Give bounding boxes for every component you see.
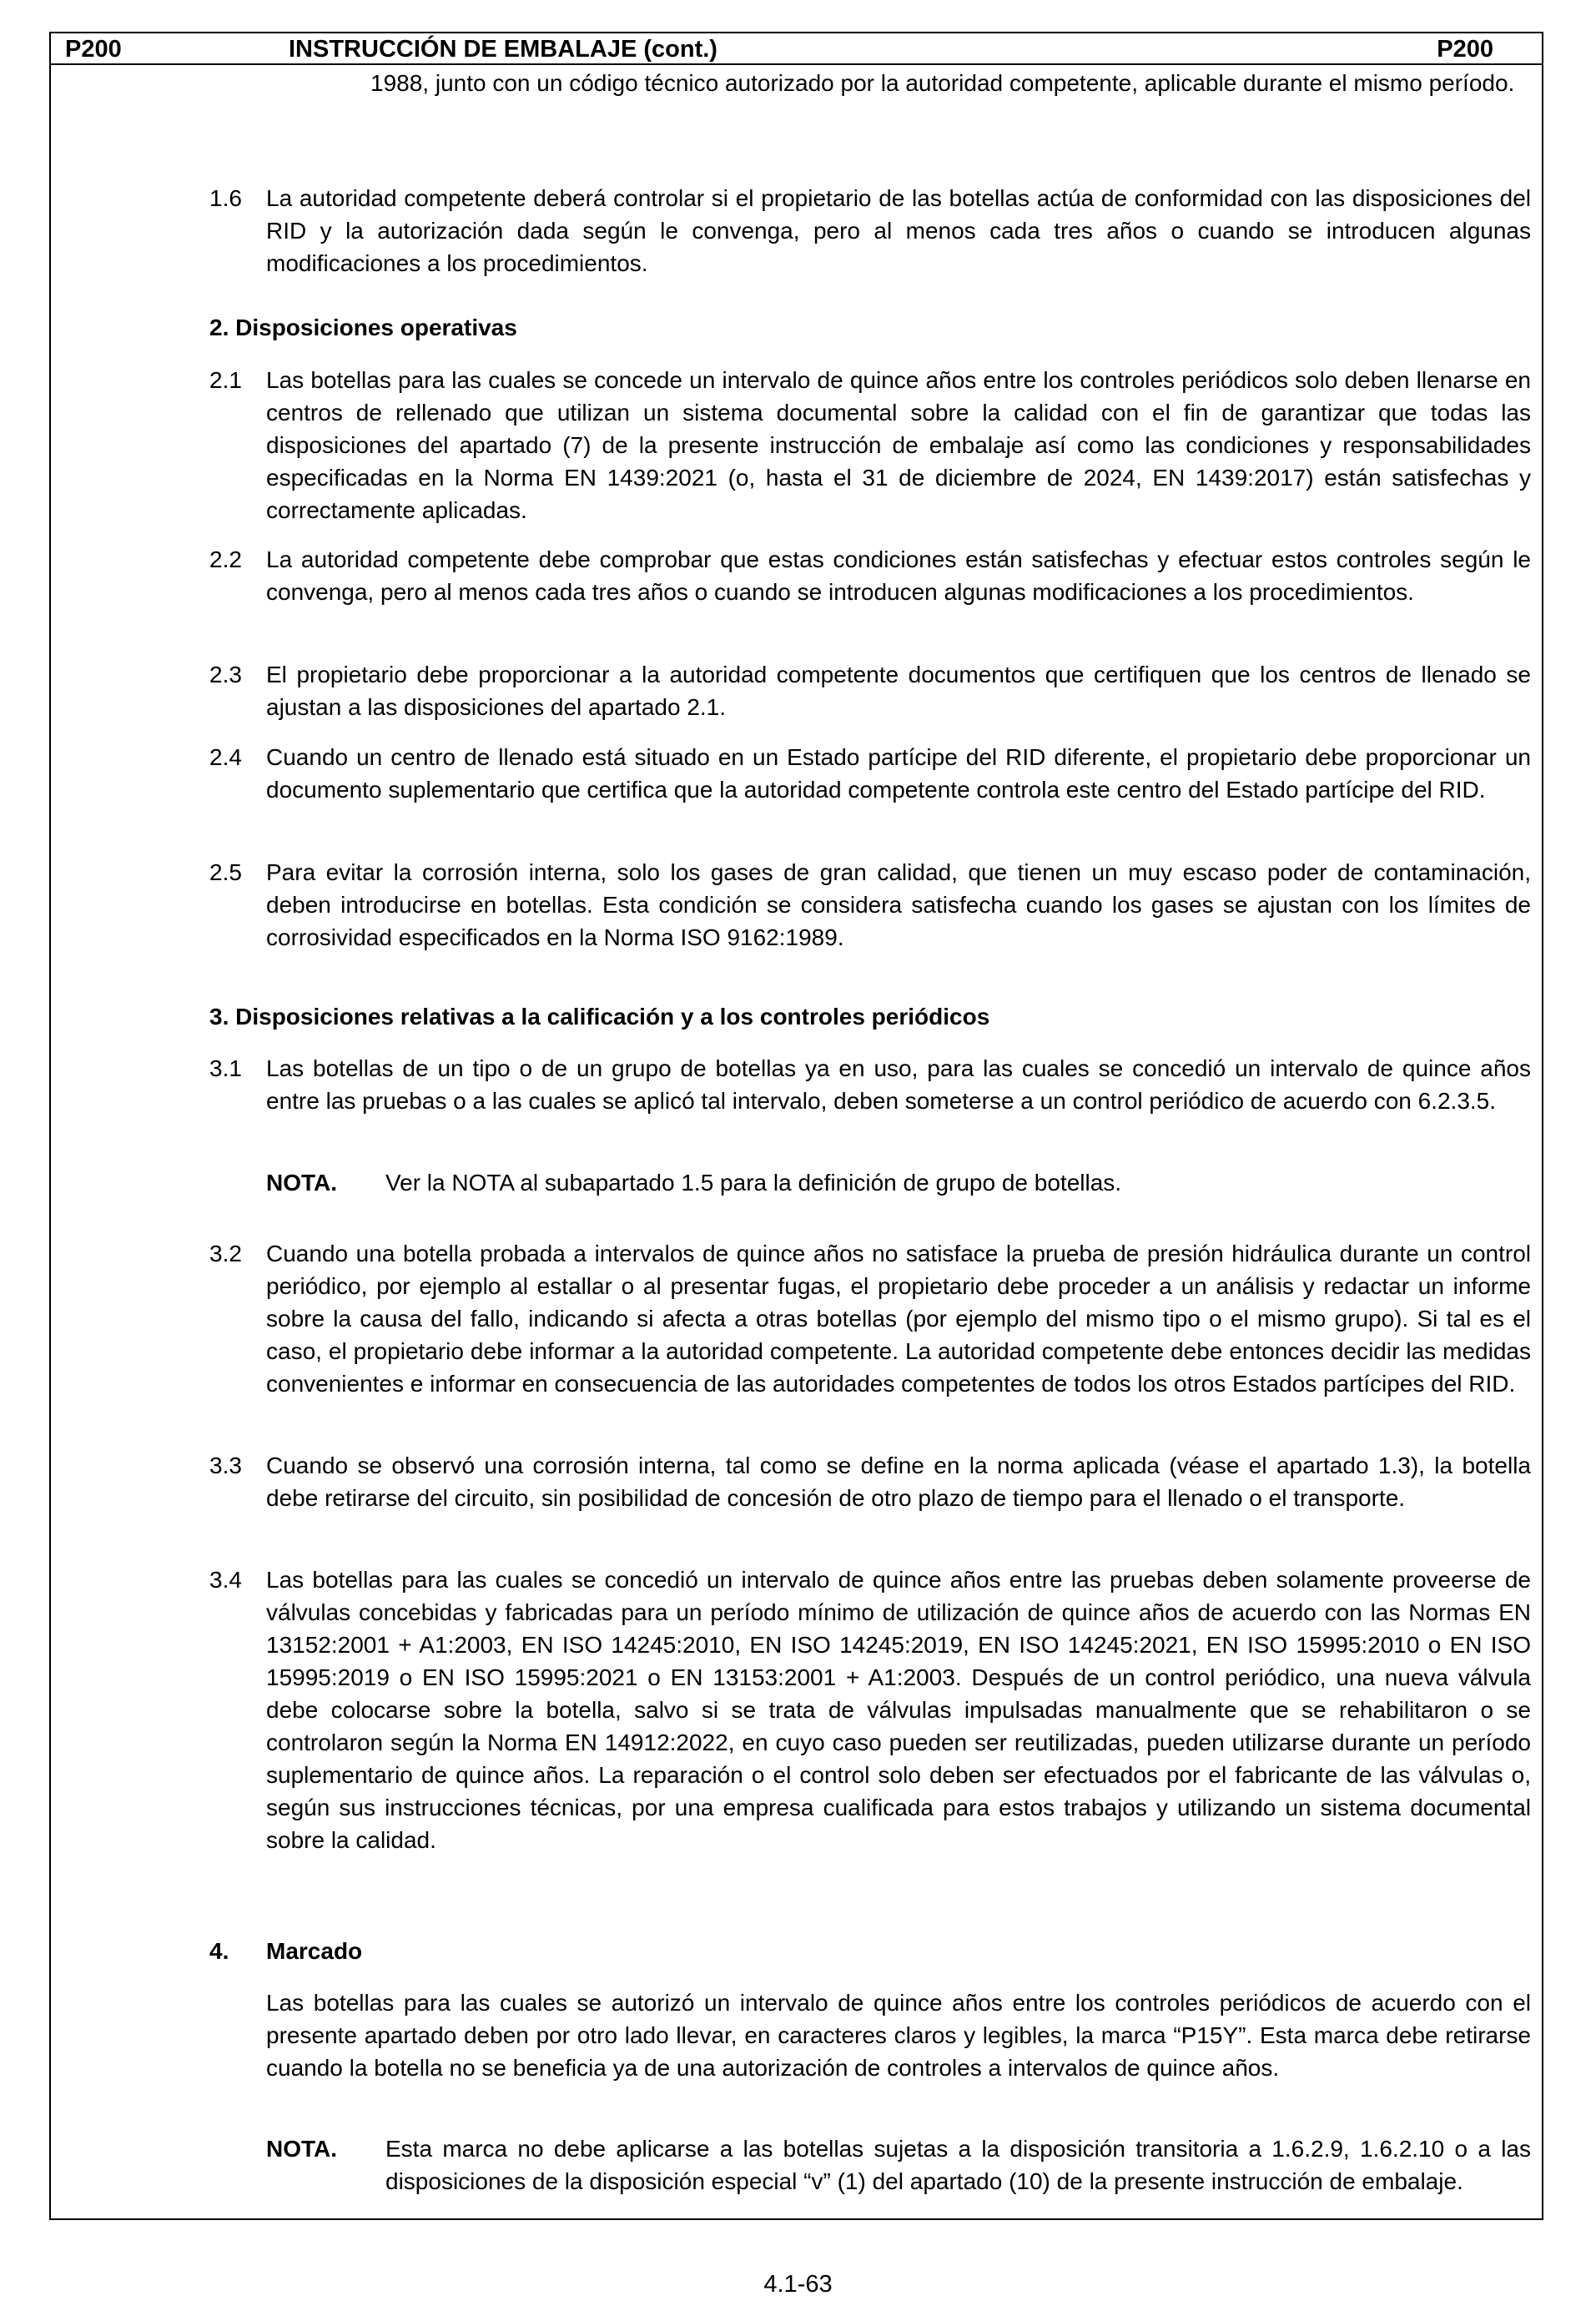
header-code-left: P200 bbox=[65, 36, 122, 63]
item-text: El propietario debe proporcionar a la autoridad competente documentos que certifiquen que los centros de llenado se ajustan a las disposiciones del apartado 2.1. bbox=[266, 662, 1531, 720]
item-number: 2.5 bbox=[209, 859, 242, 885]
note-label: NOTA. bbox=[266, 1170, 338, 1196]
item-number: 3.4 bbox=[209, 1567, 242, 1593]
item-number: 2.4 bbox=[209, 744, 242, 770]
item-number: 3.1 bbox=[209, 1055, 242, 1081]
item-number: 2.3 bbox=[209, 662, 242, 687]
item-text: Las botellas para las cuales se concede un intervalo de quince años entre los controles periódicos solo deben llenarse en centros de rellenado que utilizan un sistema documental sobre la calidad con el fin de garantizar que todas las disposiciones del apartado (7) de la presente instrucción de embalaje así como las condiciones y responsabilidades especificadas en la Norma EN 1439:2021 (o, hasta el 31 de diciembre de 2024, EN 1439:2017) están satisfechas y correctamente aplicadas. bbox=[266, 367, 1531, 523]
note-label: NOTA. bbox=[266, 2136, 338, 2162]
item-text: Las botellas de un tipo o de un grupo de botellas ya en uso, para las cuales se concedió un intervalo de quince años entre las pruebas o a las cuales se aplicó tal intervalo, deben someterse a un control periódico de acuerdo con 6.2.3.5. bbox=[266, 1055, 1531, 1114]
item-number: 2.1 bbox=[209, 367, 242, 393]
section-number: 4. bbox=[209, 1938, 229, 1964]
note-text: Ver la NOTA al subapartado 1.5 para la definición de grupo de botellas. bbox=[385, 1170, 1122, 1196]
intro-continuation: 1988, junto con un código técnico autorizado por la autoridad competente, aplicable durante el mismo período. bbox=[370, 70, 1515, 96]
item-number: 3.3 bbox=[209, 1453, 242, 1478]
note-text: Esta marca no debe aplicarse a las botellas sujetas a la disposición transitoria a 1.6.2.9, 1.6.2.10 o a las disposiciones de la disposición especial “v” (1) del apartado (10) de la presente instrucción de embalaje. bbox=[385, 2136, 1531, 2194]
item-text: La autoridad competente deberá controlar si el propietario de las botellas actúa de conformidad con las disposiciones del RID y la autorización dada según le convenga, pero al menos cada tres años o cuando se introducen algunas modificaciones a los procedimientos. bbox=[266, 185, 1531, 276]
section-heading: 2. Disposiciones operativas bbox=[209, 315, 517, 340]
item-text: Cuando una botella probada a intervalos de quince años no satisface la prueba de presión hidráulica durante un control periódico, por ejemplo al estallar o al presentar fugas, el propietario debe proceder a un análisis y redactar un informe sobre la causa del fallo, indicando si afecta a otras botellas (por ejemplo del mismo tipo o el mismo grupo). Si tal es el caso, el propietario debe informar a la autoridad competente. La autoridad competente debe entonces decidir las medidas convenientes e informar en consecuencia de las autoridades competentes de todos los otros Estados partícipes del RID. bbox=[266, 1241, 1531, 1397]
section-title: Marcado bbox=[266, 1938, 363, 1964]
item-number: 1.6 bbox=[209, 185, 242, 211]
header-title: INSTRUCCIÓN DE EMBALAJE (cont.) bbox=[289, 36, 717, 63]
item-text: Para evitar la corrosión interna, solo los gases de gran calidad, que tienen un muy escaso poder de contaminación, deben introducirse en botellas. Esta condición se considera satisfecha cuando los gases se ajustan con los límites de corrosividad especificados en la Norma ISO 9162:1989. bbox=[266, 859, 1531, 950]
item-text: Cuando un centro de llenado está situado en un Estado partícipe del RID diferente, el propietario debe proporcionar un documento suplementario que certifica que la autoridad competente controla este centro del Estado partícipe del RID. bbox=[266, 744, 1531, 803]
section-paragraph: Las botellas para las cuales se autorizó un intervalo de quince años entre los controles periódicos de acuerdo con el presente apartado deben por otro lado llevar, en caracteres claros y legibles, la marca “P15Y”. Esta marca debe retirarse cuando la botella no se beneficia ya de una autorización de controles a intervalos de quince años. bbox=[266, 1990, 1531, 2081]
header-code-right: P200 bbox=[1437, 36, 1493, 63]
page-number: 4.1-63 bbox=[763, 2271, 833, 2298]
item-text: Las botellas para las cuales se concedió un intervalo de quince años entre las pruebas deben solamente proveerse de válvulas concebidas y fabricadas para un período mínimo de utilización de quince años de acuerdo con las Normas EN 13152:2001 + A1:2003, EN ISO 14245:2010, EN ISO 14245:2019, EN ISO 14245:2021, EN ISO 15995:2010 o EN ISO 15995:2019 o EN ISO 15995:2021 o EN 13153:2001 + A1:2003. Después de un control periódico, una nueva válvula debe colocarse sobre la botella, salvo si se trata de válvulas impulsadas manualmente que se rehabilitaron o se controlaron según la Norma EN 14912:2022, en cuyo caso pueden ser reutilizadas, pueden utilizarse durante un período suplementario de quince años. La reparación o el control solo deben ser efectuados por el fabricante de las válvulas o, según sus instrucciones técnicas, por una empresa cualificada para estos trabajos y utilizando un sistema documental sobre la calidad. bbox=[266, 1567, 1531, 1853]
item-number: 3.2 bbox=[209, 1241, 242, 1266]
section-heading: 3. Disposiciones relativas a la calificación y a los controles periódicos bbox=[209, 1004, 990, 1030]
item-text: Cuando se observó una corrosión interna, tal como se define en la norma aplicada (véase el apartado 1.3), la botella debe retirarse del circuito, sin posibilidad de concesión de otro plazo de tiempo para el llenado o el transporte. bbox=[266, 1453, 1531, 1511]
item-text: La autoridad competente debe comprobar que estas condiciones están satisfechas y efectuar estos controles según le convenga, pero al menos cada tres años o cuando se introducen algunas modificaciones a los procedimientos. bbox=[266, 546, 1531, 605]
item-number: 2.2 bbox=[209, 546, 242, 572]
packing-instruction-frame bbox=[49, 32, 1543, 2220]
table-header bbox=[51, 33, 1542, 65]
